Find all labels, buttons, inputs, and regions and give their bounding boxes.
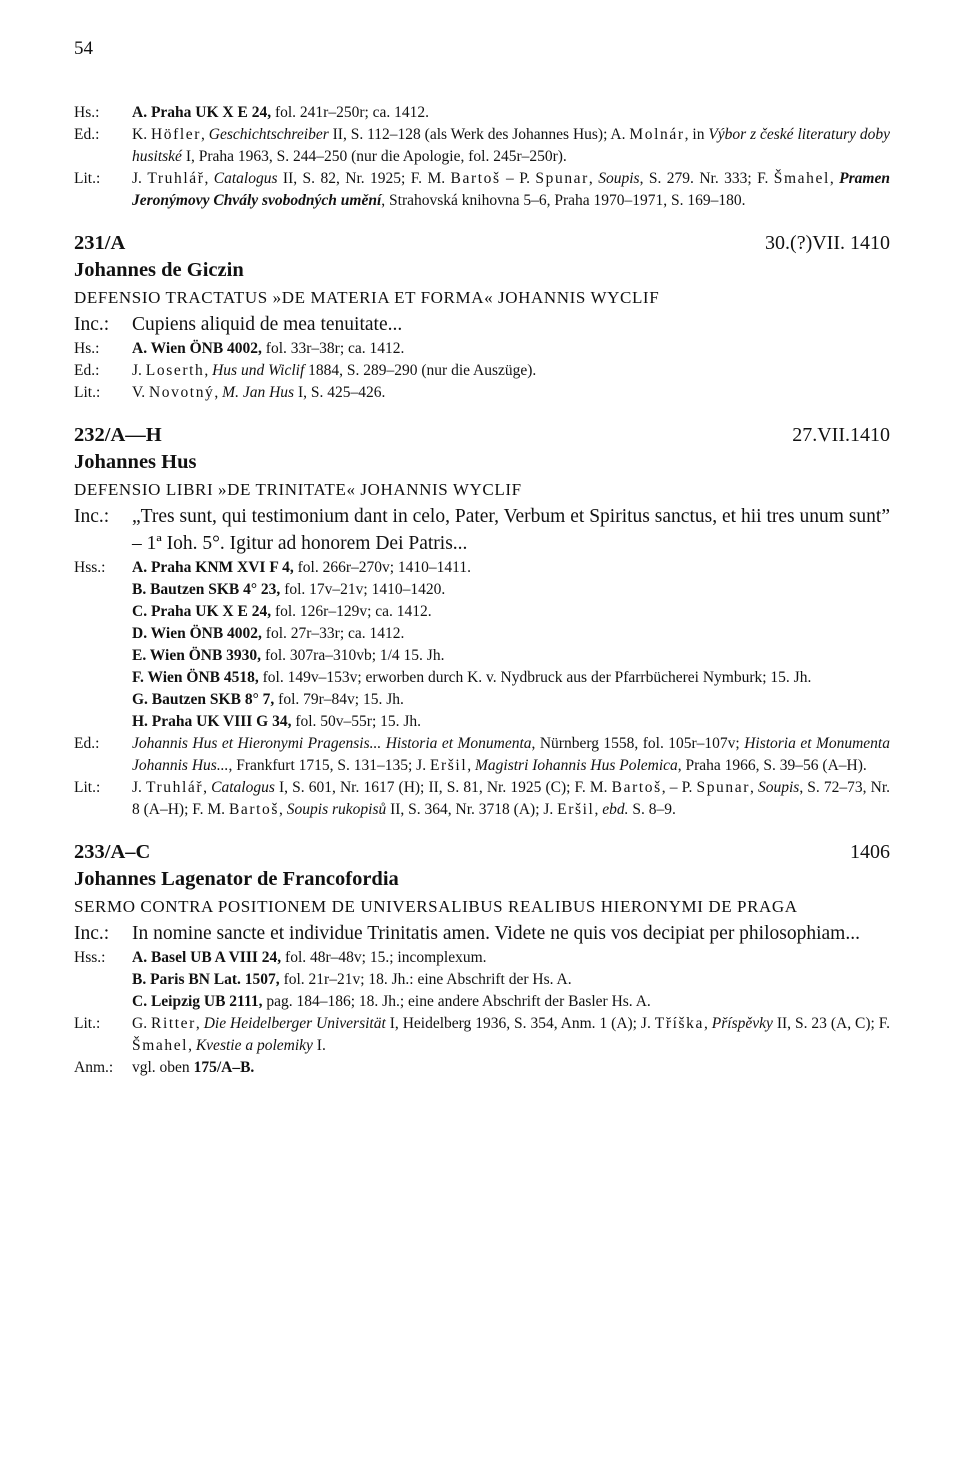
row-label: Lit.: [74,779,101,796]
entry-row [74,645,890,667]
entry-row [74,733,890,777]
row-label: Hs.: [74,340,100,357]
row-text: G. Bautzen SKB 8° 7, fol. 79r–84v; 15. Jh. [132,691,404,708]
row-text: A. Praha KNM XVI F 4, fol. 266r–270v; 1410–1411. [132,559,471,576]
entry-number: 231/A [74,232,126,254]
row-label [74,667,132,689]
row-text: vgl. oben 175/A–B. [132,1059,255,1076]
entry-author: Johannes Lagenator de Francofordia [74,868,399,890]
entry-title: DEFENSIO TRACTATUS »DE MATERIA ET FORMA« JOHANNIS WYCLIF [74,288,660,307]
row-label [74,969,132,991]
row-text: A. Wien ÖNB 4002, fol. 33r–38r; ca. 1412. [132,340,405,357]
row-text: H. Praha UK VIII G 34, fol. 50v–55r; 15. Jh. [132,713,422,730]
entry-row [74,360,890,382]
row-text: C. Praha UK X E 24, fol. 126r–129v; ca. 1412. [132,603,432,620]
catalog-entry [74,230,890,404]
row-text: B. Paris BN Lat. 1507, fol. 21r–21v; 18. Jh.: eine Abschrift der Hs. A. [132,971,572,988]
entry-row [74,382,890,404]
entry-row [74,1057,890,1079]
ed-row [74,124,890,168]
incipit-text: In nomine sancte et individue Trinitatis amen. Videte ne quis vos decipiat per philosophiam... [132,923,860,944]
row-text: Johannis Hus et Hieronymi Pragensis... Historia et Monumenta, Nürnberg 1558, fol. 105r–107v; Historia et Monumenta Johannis Hus..., Frankfurt 1715, S. 131–135; J. Eršil, Magistri Iohannis Hus Polemica, Praha 1966, S. 39–56 (A–H). [132,735,890,774]
entry-number: 232/A—H [74,424,162,446]
row-text: C. Leipzig UB 2111, pag. 184–186; 18. Jh.; eine andere Abschrift der Basler Hs. A. [132,993,651,1010]
entries [74,230,890,1079]
row-text: D. Wien ÖNB 4002, fol. 27r–33r; ca. 1412. [132,625,405,642]
row-label: Lit.: [74,170,101,187]
entry-row [74,623,890,645]
row-text: G. Ritter, Die Heidelberger Universität I, Heidelberg 1936, S. 354, Anm. 1 (A); J. Tříška, Příspěvky II, S. 23 (A, C); F. Šmahel, Kvestie a polemiky I. [132,1015,891,1054]
entry-row [74,557,890,579]
entry-row [74,338,890,360]
row-label [74,689,132,711]
catalog-entry [74,422,890,821]
incipit-row [74,503,890,557]
row-text: F. Wien ÖNB 4518, fol. 149v–153v; erworben durch K. v. Nydbruck aus der Pfarrbücherei Nymburk; 15. Jh. [132,669,812,686]
entry-date: 30.(?)VII. 1410 [765,232,890,254]
row-label: Ed.: [74,126,100,143]
row-label: Hss.: [74,559,106,576]
row-label: Ed.: [74,362,100,379]
row-text: E. Wien ÖNB 3930, fol. 307ra–310vb; 1/4 15. Jh. [132,647,445,664]
row-label [74,601,132,623]
row-label: Ed.: [74,735,100,752]
hs-row [74,102,890,124]
row-label: Anm.: [74,1059,114,1076]
entry-row [74,777,890,821]
row-label: Lit.: [74,384,101,401]
page-number: 54 [74,38,93,59]
incipit-row [74,311,890,338]
entry-author: Johannes Hus [74,451,197,473]
row-label [74,991,132,1013]
entry-row [74,947,890,969]
row-label: Hs.: [74,104,100,121]
entry-row [74,689,890,711]
entry-row [74,1013,890,1057]
incipit-text: Cupiens aliquid de mea tenuitate... [132,314,403,335]
row-label: Hss.: [74,949,106,966]
previous-entry-tail [74,102,890,212]
row-text: J. Truhlář, Catalogus II, S. 82, Nr. 1925; F. M. Bartoš – P. Spunar, Soupis, S. 279. Nr. 333; F. Šmahel, Pramen Jeronýmovy Chvály svobodných umění, Strahovská knihovna 5–6, Praha 1970–1971, S. 169–180. [132,170,890,209]
entry-header [74,230,890,256]
row-text: V. Novotný, M. Jan Hus I, S. 425–426. [132,384,386,401]
entry-row [74,579,890,601]
entry-number: 233/A–C [74,841,151,863]
row-label: Inc.: [74,314,110,335]
row-label: Inc.: [74,506,110,527]
row-label: Lit.: [74,1015,101,1032]
row-text: A. Praha UK X E 24, fol. 241r–250r; ca. 1412. [132,104,430,121]
lit-row [74,168,890,212]
entry-row [74,991,890,1013]
entry-row [74,969,890,991]
row-label [74,623,132,645]
row-label: Inc.: [74,923,110,944]
entry-header [74,422,890,448]
page [74,38,890,1079]
incipit-text: „Tres sunt, qui testimonium dant in celo, Pater, Verbum et Spiritus sanctus, et hii tres unum sunt” – 1ª Ioh. 5°. Igitur ad honorem Dei Patris... [132,506,890,554]
row-label [74,711,132,733]
row-text: B. Bautzen SKB 4° 23, fol. 17v–21v; 1410–1420. [132,581,446,598]
row-text: K. Höfler, Geschichtschreiber II, S. 112–128 (als Werk des Johannes Hus); A. Molnár, in Výbor z české literatury doby husitské I, Praha 1963, S. 244–250 (nur die Apologie, fol. 245r–250r). [132,126,891,165]
entry-author: Johannes de Giczin [74,259,244,281]
row-text: A. Basel UB A VIII 24, fol. 48r–48v; 15.; incomplexum. [132,949,487,966]
row-label [74,579,132,601]
row-text: J. Truhlář, Catalogus I, S. 601, Nr. 1617 (H); II, S. 81, Nr. 1925 (C); F. M. Bartoš, – P. Spunar, Soupis, S. 72–73, Nr. 8 (A–H); F. M. Bartoš, Soupis rukopisů II, S. 364, Nr. 3718 (A); J. Eršil, ebd. S. 8–9. [132,779,891,818]
entry-title: DEFENSIO LIBRI »DE TRINITATE« JOHANNIS WYCLIF [74,480,522,499]
entry-date: 27.VII.1410 [792,424,890,446]
entry-row [74,601,890,623]
catalog-entry [74,839,890,1079]
incipit-row [74,920,890,947]
entry-title: SERMO CONTRA POSITIONEM DE UNIVERSALIBUS REALIBUS HIERONYMI DE PRAGA [74,897,798,916]
entry-date: 1406 [850,841,890,863]
row-label [74,645,132,667]
entry-row [74,667,890,689]
row-text: J. Loserth, Hus und Wiclif 1884, S. 289–290 (nur die Auszüge). [132,362,537,379]
entry-header [74,839,890,865]
entry-row [74,711,890,733]
